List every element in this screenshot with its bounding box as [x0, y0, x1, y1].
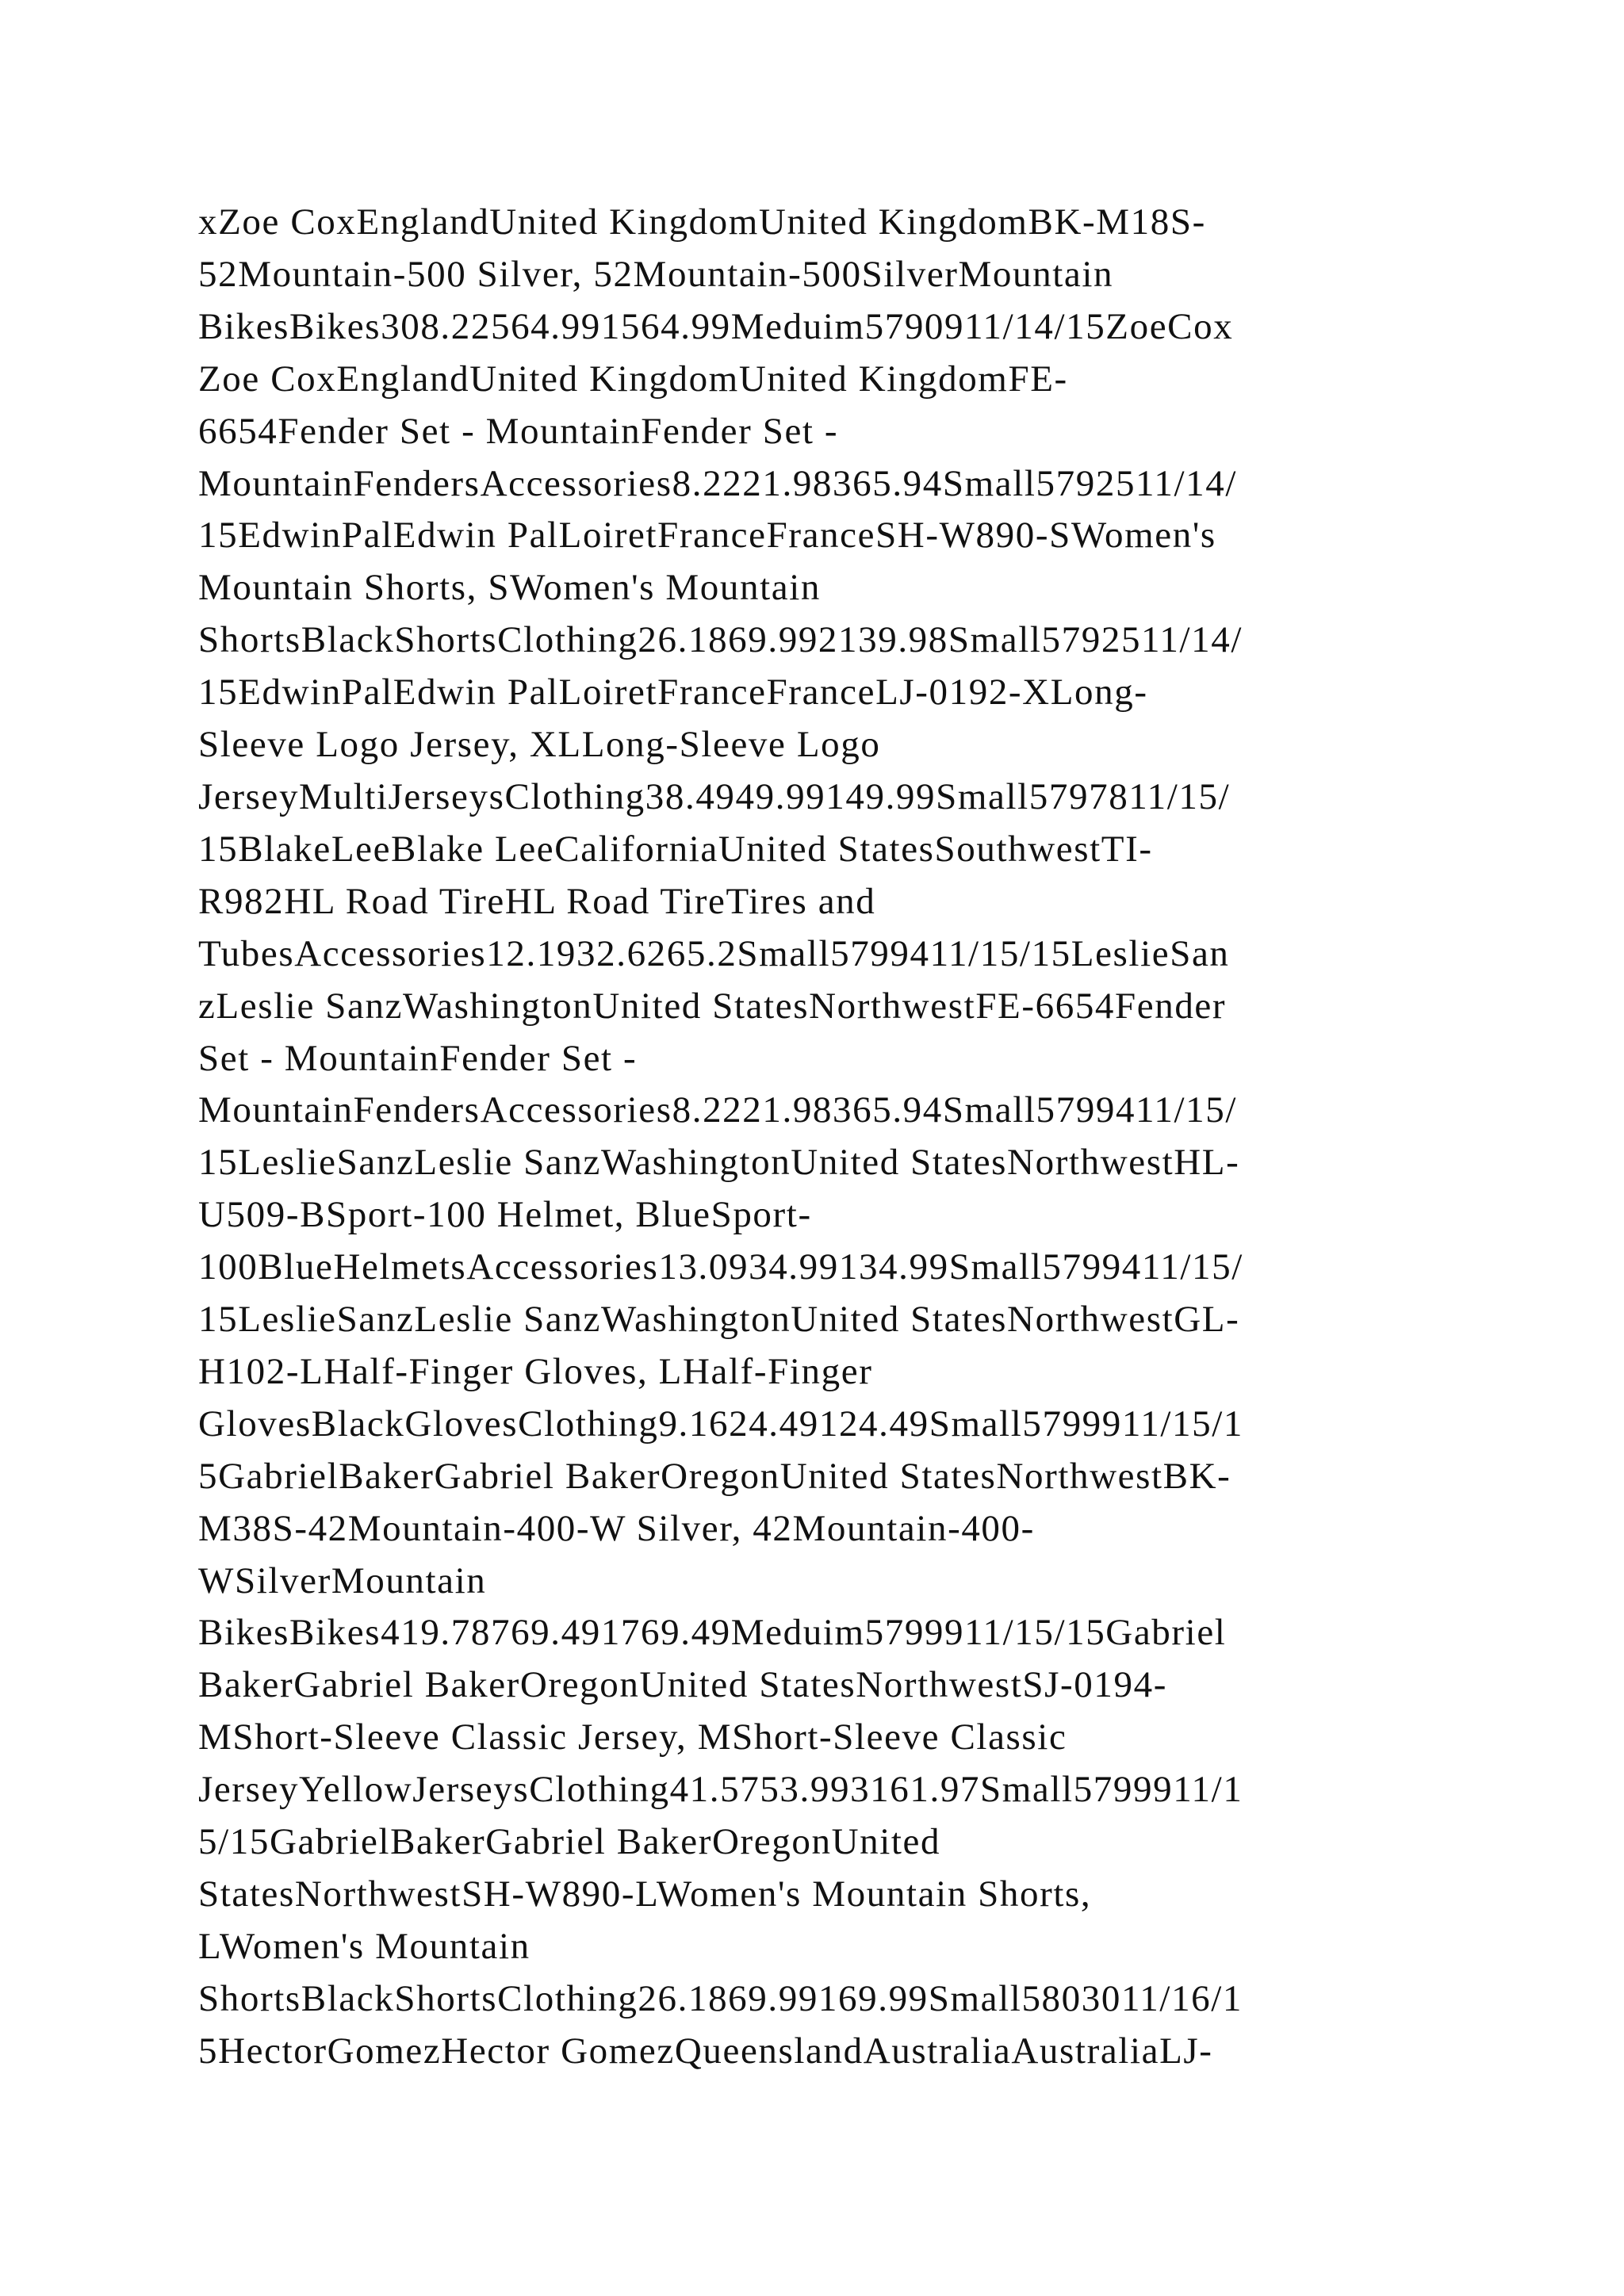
text-line-1: xZoe CoxEnglandUnited KingdomUnited KingdomBK-M18S-	[198, 201, 1206, 243]
text-line-25: 5GabrielBakerGabriel BakerOregonUnited StatesNorthwestBK-	[198, 1455, 1231, 1497]
text-line-14: R982HL Road TireHL Road TireTires and	[198, 880, 876, 922]
text-line-32: 5/15GabrielBakerGabriel BakerOregonUnited	[198, 1821, 941, 1863]
text-line-30: MShort-Sleeve Classic Jersey, MShort-Sleeve Classic	[198, 1716, 1067, 1758]
text-line-9: ShortsBlackShortsClothing26.1869.992139.98Small5792511/14/	[198, 619, 1243, 661]
text-line-5: 6654Fender Set - MountainFender Set -	[198, 410, 839, 452]
text-line-17: Set - MountainFender Set -	[198, 1037, 638, 1079]
text-line-7: 15EdwinPalEdwin PalLoiretFranceFranceSH-W890-SWomen's	[198, 515, 1216, 557]
text-line-34: LWomen's Mountain	[198, 1925, 530, 1967]
text-line-10: 15EdwinPalEdwin PalLoiretFranceFranceLJ-0192-XLong-	[198, 672, 1148, 714]
text-line-23: H102-LHalf-Finger Gloves, LHalf-Finger	[198, 1350, 873, 1392]
text-line-8: Mountain Shorts, SWomen's Mountain	[198, 567, 821, 609]
text-line-6: MountainFendersAccessories8.2221.98365.94Small5792511/14/	[198, 462, 1238, 504]
text-line-11: Sleeve Logo Jersey, XLLong-Sleeve Logo	[198, 724, 881, 766]
text-line-24: GlovesBlackGlovesClothing9.1624.49124.49Small5799911/15/1	[198, 1402, 1243, 1445]
text-line-36: 5HectorGomezHector GomezQueenslandAustraliaAustraliaLJ-	[198, 2030, 1213, 2072]
text-line-2: 52Mountain-500 Silver, 52Mountain-500SilverMountain	[198, 253, 1114, 295]
text-line-35: ShortsBlackShortsClothing26.1869.99169.99Small5803011/16/1	[198, 1977, 1243, 2019]
text-line-21: 100BlueHelmetsAccessories13.0934.99134.99Small5799411/15/	[198, 1246, 1243, 1288]
text-line-33: StatesNorthwestSH-W890-LWomen's Mountain Shorts,	[198, 1873, 1092, 1915]
document-text-block	[198, 197, 1451, 2078]
text-line-19: 15LeslieSanzLeslie SanzWashingtonUnited StatesNorthwestHL-	[198, 1142, 1240, 1184]
text-line-13: 15BlakeLeeBlake LeeCaliforniaUnited StatesSouthwestTI-	[198, 828, 1153, 870]
text-line-28: BikesBikes419.78769.491769.49Meduim5799911/15/15Gabriel	[198, 1612, 1227, 1654]
text-line-16: zLeslie SanzWashingtonUnited StatesNorthwestFE-6654Fender	[198, 985, 1227, 1027]
text-line-18: MountainFendersAccessories8.2221.98365.94Small5799411/15/	[198, 1089, 1238, 1131]
text-line-29: BakerGabriel BakerOregonUnited StatesNorthwestSJ-0194-	[198, 1664, 1167, 1706]
text-line-31: JerseyYellowJerseysClothing41.5753.993161.97Small5799911/1	[198, 1769, 1243, 1811]
text-line-12: JerseyMultiJerseysClothing38.4949.99149.99Small5797811/15/	[198, 775, 1231, 817]
text-line-26: M38S-42Mountain-400-W Silver, 42Mountain-400-	[198, 1507, 1035, 1549]
text-line-27: WSilverMountain	[198, 1559, 487, 1601]
text-line-22: 15LeslieSanzLeslie SanzWashingtonUnited StatesNorthwestGL-	[198, 1299, 1240, 1341]
text-line-15: TubesAccessories12.1932.6265.2Small5799411/15/15LeslieSan	[198, 932, 1230, 974]
text-line-20: U509-BSport-100 Helmet, BlueSport-	[198, 1194, 812, 1236]
text-line-3: BikesBikes308.22564.991564.99Meduim5790911/14/15ZoeCox	[198, 305, 1234, 347]
text-line-4: Zoe CoxEnglandUnited KingdomUnited KingdomFE-	[198, 358, 1068, 400]
